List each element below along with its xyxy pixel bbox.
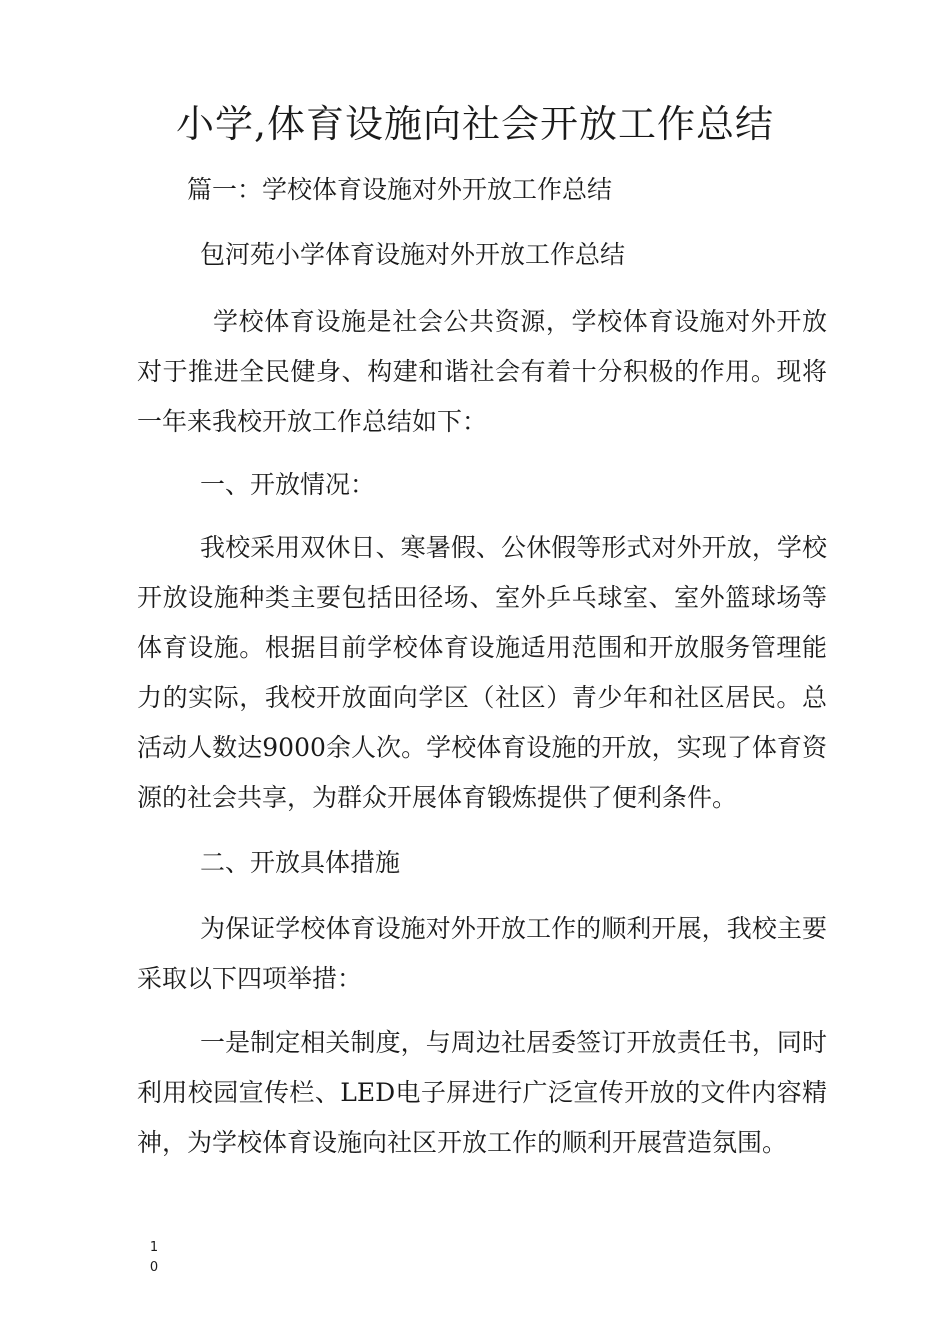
section2-intro-paragraph: 为保证学校体育设施对外开放工作的顺利开展，我校主要采取以下四项举措： xyxy=(137,914,827,993)
section2-heading: 二、开放具体措施 xyxy=(200,848,401,877)
page-number: 10 xyxy=(149,1240,159,1275)
document-title: 小学,体育设施向社会开放工作总结 xyxy=(175,102,775,146)
section1-heading: 一、开放情况： xyxy=(200,470,376,499)
section1-paragraph: 我校采用双休日、寒暑假、公休假等形式对外开放，学校开放设施种类主要包括田径场、室外乒乓球室、室外篮球场等体育设施。根据目前学校体育设施适用范围和开放服务管理能力的实际，我校开放面向学区（社区）青少年和社区居民。总活动人数达9000余人次。学校体育设施的开放，实现了体育资源的社会共享，为群众开展体育锻炼提供了便利条件。 xyxy=(137,533,827,812)
document-heading: 包河苑小学体育设施对外开放工作总结 xyxy=(200,240,626,269)
document-subtitle: 篇一：学校体育设施对外开放工作总结 xyxy=(187,175,613,204)
intro-paragraph: 学校体育设施是社会公共资源，学校体育设施对外开放对于推进全民健身、构建和谐社会有着十分积极的作用。现将一年来我校开放工作总结如下： xyxy=(137,307,827,436)
section2-item1-paragraph: 一是制定相关制度，与周边社居委签订开放责任书，同时利用校园宣传栏、LED电子屏进行广泛宣传开放的文件内容精神，为学校体育设施向社区开放工作的顺利开展营造氛围。 xyxy=(137,1028,827,1157)
